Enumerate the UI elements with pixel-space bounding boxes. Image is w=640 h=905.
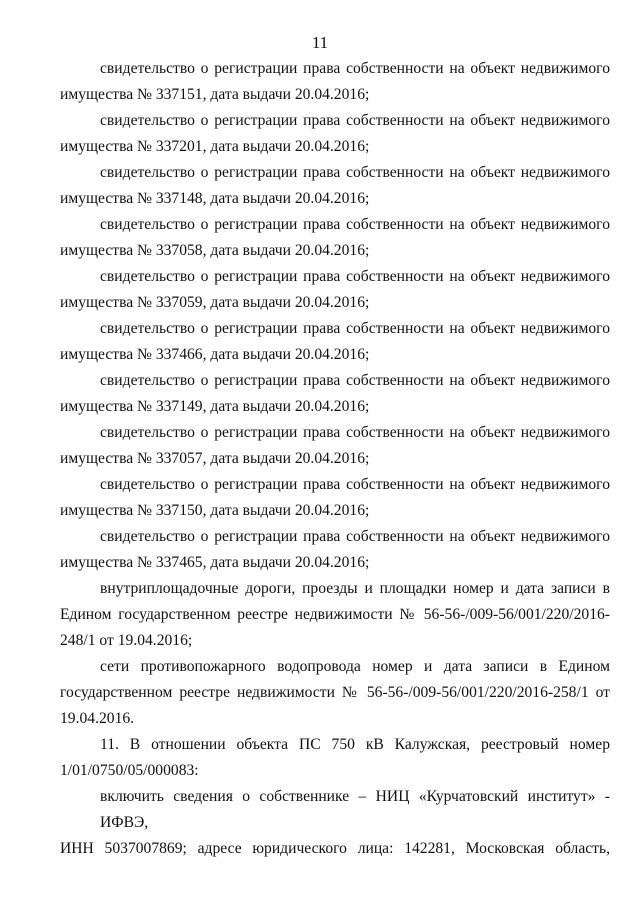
certificate-line-2: имущества № 337149, дата выдачи 20.04.2016; — [60, 398, 370, 415]
certificate-line-1: свидетельство о регистрации права собственности на объект недвижимого — [100, 320, 610, 337]
certificate-line-2: имущества № 337148, дата выдачи 20.04.2016; — [60, 190, 370, 207]
certificate-line-1: свидетельство о регистрации права собственности на объект недвижимого — [100, 216, 610, 233]
item-11-paragraph — [60, 732, 610, 784]
certificate-line-2: имущества № 337151, дата выдачи 20.04.2016; — [60, 86, 370, 103]
fire-water-line-1: сети противопожарного водопровода номер и дата записи в Едином — [100, 658, 610, 675]
certificate-paragraph — [60, 524, 610, 576]
fire-water-line-3: 19.04.2016. — [60, 710, 135, 727]
certificate-line-1: свидетельство о регистрации права собственности на объект недвижимого — [100, 60, 610, 77]
certificate-paragraph — [60, 368, 610, 420]
document-body — [60, 56, 610, 862]
certificate-line-1: свидетельство о регистрации права собственности на объект недвижимого — [100, 372, 610, 389]
certificate-line-1: свидетельство о регистрации права собственности на объект недвижимого — [100, 476, 610, 493]
certificate-paragraph — [60, 420, 610, 472]
certificate-paragraph — [60, 108, 610, 160]
certificate-line-1: свидетельство о регистрации права собственности на объект недвижимого — [100, 164, 610, 181]
owner-line-2: ИНН 5037007869; адресе юридического лица: 142281, Московская область, — [60, 840, 610, 857]
certificate-paragraph — [60, 160, 610, 212]
roads-paragraph — [60, 576, 610, 654]
certificate-paragraph — [60, 472, 610, 524]
certificate-line-2: имущества № 337057, дата выдачи 20.04.2016; — [60, 450, 370, 467]
certificate-line-1: свидетельство о регистрации права собственности на объект недвижимого — [100, 268, 610, 285]
roads-line-2: Едином государственном реестре недвижимости № 56-56-/009-56/001/220/2016- — [60, 606, 610, 623]
certificate-line-2: имущества № 337465, дата выдачи 20.04.2016; — [60, 554, 370, 571]
certificate-line-1: свидетельство о регистрации права собственности на объект недвижимого — [100, 528, 610, 545]
certificate-paragraph — [60, 212, 610, 264]
certificate-line-2: имущества № 337058, дата выдачи 20.04.2016; — [60, 242, 370, 259]
certificate-line-2: имущества № 337466, дата выдачи 20.04.2016; — [60, 346, 370, 363]
fire-water-paragraph — [60, 654, 610, 732]
page-number: 11 — [311, 33, 329, 52]
certificate-line-1: свидетельство о регистрации права собственности на объект недвижимого — [100, 424, 610, 441]
item-11-line-1: 11. В отношении объекта ПС 750 кВ Калужская, реестровый номер — [100, 736, 610, 753]
certificate-paragraph — [60, 264, 610, 316]
owner-paragraph — [60, 784, 610, 862]
certificate-line-2: имущества № 337201, дата выдачи 20.04.2016; — [60, 138, 370, 155]
certificate-paragraph — [60, 316, 610, 368]
certificate-paragraph — [60, 56, 610, 108]
roads-line-3: 248/1 от 19.04.2016; — [60, 632, 193, 649]
certificate-line-2: имущества № 337150, дата выдачи 20.04.2016; — [60, 502, 370, 519]
item-11-line-2: 1/01/0750/05/000083: — [60, 762, 199, 779]
fire-water-line-2: государственном реестре недвижимости № 56-56-/009-56/001/220/2016-258/1 от — [60, 684, 610, 701]
certificate-line-1: свидетельство о регистрации права собственности на объект недвижимого — [100, 112, 610, 129]
certificate-line-2: имущества № 337059, дата выдачи 20.04.2016; — [60, 294, 370, 311]
roads-line-1: внутриплощадочные дороги, проезды и площадки номер и дата записи в — [100, 580, 610, 597]
owner-line-1: включить сведения о собственнике – НИЦ «Курчатовский институт» - ИФВЭ, — [100, 788, 610, 831]
